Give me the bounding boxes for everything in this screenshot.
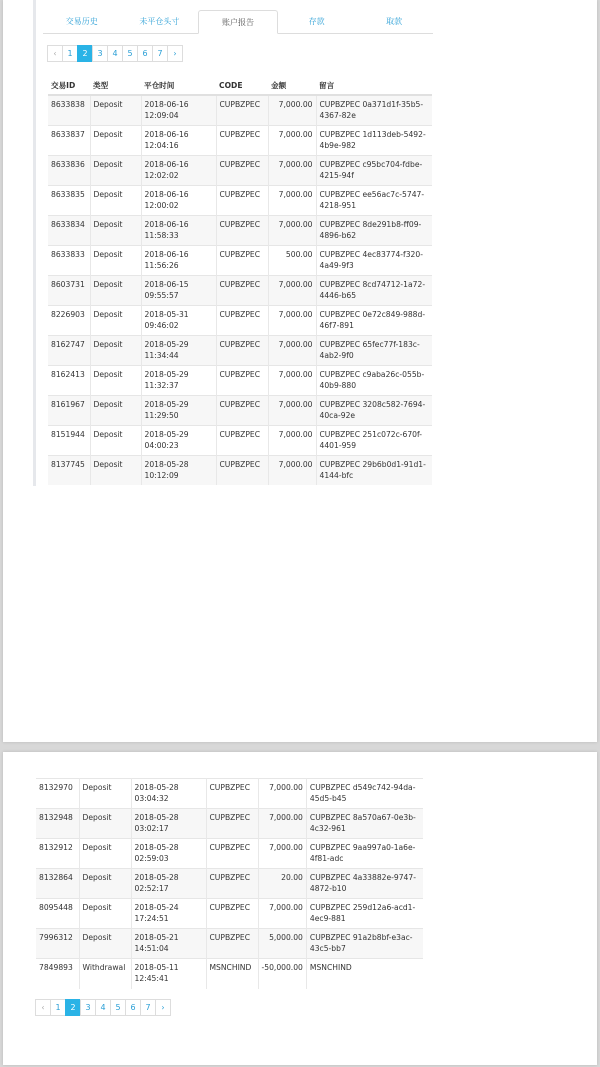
pagination-page-4[interactable]: 4 (107, 45, 123, 62)
table-header-row (48, 76, 432, 95)
cell-close-time: 2018-05-21 14:51:04 (131, 929, 206, 959)
cell-message: CUPBZPEC 3208c582-7694- 40ca-92e (316, 395, 432, 425)
cell-code: CUPBZPEC (216, 455, 268, 485)
cell-transaction-id: 8161967 (48, 395, 90, 425)
cell-close-time: 2018-05-29 11:34:44 (141, 335, 216, 365)
cell-type: Withdrawal (79, 959, 131, 989)
report-page-2 (3, 752, 597, 1065)
cell-code: CUPBZPEC (206, 929, 258, 959)
cell-close-time: 2018-05-29 11:32:37 (141, 365, 216, 395)
cell-message: CUPBZPEC 91a2b8bf-e3ac- 43c5-bb7 (306, 929, 423, 959)
table-row (36, 779, 423, 809)
cell-code: CUPBZPEC (206, 839, 258, 869)
cell-amount: 5,000.00 (258, 929, 306, 959)
cell-message: CUPBZPEC d549c742-94da- 45d5-b45 (306, 779, 423, 809)
tab-open-positions[interactable]: 未平仓头寸 (139, 17, 180, 26)
cell-amount: 500.00 (268, 245, 316, 275)
report-page-1 (3, 0, 597, 742)
pagination-page-5[interactable]: 5 (110, 999, 126, 1016)
cell-close-time: 2018-05-28 02:52:17 (131, 869, 206, 899)
pagination-page-3[interactable]: 3 (80, 999, 96, 1016)
cell-amount: 7,000.00 (268, 95, 316, 125)
header-message: 留言 (316, 76, 432, 95)
tab-account-report[interactable]: 账户报告 (198, 10, 278, 34)
cell-message: CUPBZPEC 4ec83774-f320- 4a49-9f3 (316, 245, 432, 275)
cell-close-time: 2018-05-28 10:12:09 (141, 455, 216, 485)
cell-close-time: 2018-06-16 11:56:26 (141, 245, 216, 275)
cell-type: Deposit (90, 95, 141, 125)
cell-type: Deposit (90, 245, 141, 275)
cell-message: CUPBZPEC 8cd74712-1a72- 4446-b65 (316, 275, 432, 305)
pagination-page-7[interactable]: 7 (140, 999, 156, 1016)
cell-message: CUPBZPEC 8de291b8-ff09- 4896-b62 (316, 215, 432, 245)
cell-type: Deposit (79, 809, 131, 839)
cell-code: CUPBZPEC (206, 869, 258, 899)
cell-transaction-id: 7849893 (36, 959, 79, 989)
table-row (36, 959, 423, 989)
table-row (48, 455, 432, 485)
cell-transaction-id: 8132970 (36, 779, 79, 809)
cell-close-time: 2018-05-28 03:04:32 (131, 779, 206, 809)
cell-type: Deposit (90, 365, 141, 395)
cell-amount: 7,000.00 (268, 335, 316, 365)
cell-type: Deposit (79, 899, 131, 929)
cell-transaction-id: 8633837 (48, 125, 90, 155)
table-row (48, 365, 432, 395)
cell-type: Deposit (90, 395, 141, 425)
cell-close-time: 2018-06-16 11:58:33 (141, 215, 216, 245)
table-row (48, 395, 432, 425)
cell-message: CUPBZPEC c95bc704-fdbe- 4215-94f (316, 155, 432, 185)
cell-transaction-id: 8132864 (36, 869, 79, 899)
cell-close-time: 2018-05-28 03:02:17 (131, 809, 206, 839)
table-row (48, 305, 432, 335)
pagination-page-4[interactable]: 4 (95, 999, 111, 1016)
cell-message: CUPBZPEC 4a33882e-9747- 4872-b10 (306, 869, 423, 899)
cell-message: CUPBZPEC c9aba26c-055b- 40b9-880 (316, 365, 432, 395)
table-row (36, 809, 423, 839)
cell-amount: 7,000.00 (258, 779, 306, 809)
cell-amount: 7,000.00 (268, 455, 316, 485)
pagination-top (48, 45, 183, 62)
cell-code: CUPBZPEC (206, 809, 258, 839)
cell-code: CUPBZPEC (216, 395, 268, 425)
cell-transaction-id: 8162413 (48, 365, 90, 395)
cell-amount: 7,000.00 (268, 215, 316, 245)
cell-type: Deposit (90, 305, 141, 335)
cell-type: Deposit (90, 335, 141, 365)
table-row (48, 245, 432, 275)
cell-amount: 7,000.00 (268, 425, 316, 455)
cell-close-time: 2018-06-16 12:04:16 (141, 125, 216, 155)
cell-transaction-id: 8151944 (48, 425, 90, 455)
header-amount: 金额 (268, 76, 316, 95)
cell-transaction-id: 8633836 (48, 155, 90, 185)
cell-close-time: 2018-05-11 12:45:41 (131, 959, 206, 989)
cell-code: CUPBZPEC (216, 125, 268, 155)
cell-amount: 7,000.00 (268, 395, 316, 425)
cell-transaction-id: 8633835 (48, 185, 90, 215)
cell-type: Deposit (90, 425, 141, 455)
cell-amount: 7,000.00 (268, 275, 316, 305)
cell-type: Deposit (90, 155, 141, 185)
cell-transaction-id: 8603731 (48, 275, 90, 305)
table-row (36, 839, 423, 869)
cell-message: CUPBZPEC 1d113deb-5492- 4b9e-982 (316, 125, 432, 155)
table-row (48, 215, 432, 245)
cell-message: CUPBZPEC 259d12a6-acd1- 4ec9-881 (306, 899, 423, 929)
cell-amount: -50,000.00 (258, 959, 306, 989)
cell-message: CUPBZPEC 0e72c849-988d- 46f7-891 (316, 305, 432, 335)
table-row (48, 95, 432, 125)
cell-amount: 7,000.00 (268, 125, 316, 155)
cell-message: CUPBZPEC 9aa997a0-1a6e- 4f81-adc (306, 839, 423, 869)
table-row (48, 275, 432, 305)
cell-type: Deposit (79, 869, 131, 899)
cell-transaction-id: 8132948 (36, 809, 79, 839)
pagination-page-2[interactable]: 2 (77, 45, 93, 62)
pagination-page-2[interactable]: 2 (65, 999, 81, 1016)
cell-close-time: 2018-06-16 12:02:02 (141, 155, 216, 185)
pagination-prev-button[interactable]: ‹ (35, 999, 51, 1016)
cell-type: Deposit (79, 839, 131, 869)
header-close-time: 平仓时间 (141, 76, 216, 95)
cell-code: CUPBZPEC (206, 899, 258, 929)
header-type: 类型 (90, 76, 141, 95)
cell-amount: 7,000.00 (258, 809, 306, 839)
table-row (48, 125, 432, 155)
table-row (36, 899, 423, 929)
table-row (48, 335, 432, 365)
table-row (36, 929, 423, 959)
cell-type: Deposit (90, 185, 141, 215)
cell-close-time: 2018-05-24 17:24:51 (131, 899, 206, 929)
pagination-page-6[interactable]: 6 (137, 45, 153, 62)
cell-message: CUPBZPEC 8a570a67-0e3b- 4c32-961 (306, 809, 423, 839)
cell-close-time: 2018-06-15 09:55:57 (141, 275, 216, 305)
cell-transaction-id: 7996312 (36, 929, 79, 959)
cell-amount: 7,000.00 (268, 155, 316, 185)
cell-type: Deposit (90, 215, 141, 245)
cell-amount: 20.00 (258, 869, 306, 899)
cell-amount: 7,000.00 (268, 305, 316, 335)
cell-transaction-id: 8633838 (48, 95, 90, 125)
cell-amount: 7,000.00 (268, 185, 316, 215)
cell-message: CUPBZPEC ee56ac7c-5747- 4218-951 (316, 185, 432, 215)
cell-transaction-id: 8162747 (48, 335, 90, 365)
pagination-next-button[interactable]: › (155, 999, 171, 1016)
cell-transaction-id: 8095448 (36, 899, 79, 929)
cell-close-time: 2018-05-31 09:46:02 (141, 305, 216, 335)
cell-type: Deposit (79, 929, 131, 959)
pagination-page-6[interactable]: 6 (125, 999, 141, 1016)
cell-code: CUPBZPEC (216, 275, 268, 305)
pagination-page-5[interactable]: 5 (122, 45, 138, 62)
cell-code: CUPBZPEC (216, 335, 268, 365)
cell-amount: 7,000.00 (268, 365, 316, 395)
cell-type: Deposit (90, 275, 141, 305)
cell-type: Deposit (79, 779, 131, 809)
cell-code: CUPBZPEC (216, 365, 268, 395)
cell-message: CUPBZPEC 251c072c-670f- 4401-959 (316, 425, 432, 455)
cell-code: CUPBZPEC (216, 155, 268, 185)
cell-code: CUPBZPEC (216, 245, 268, 275)
cell-close-time: 2018-06-16 12:00:02 (141, 185, 216, 215)
pagination-bottom (36, 999, 171, 1016)
cell-transaction-id: 8132912 (36, 839, 79, 869)
cell-code: CUPBZPEC (216, 215, 268, 245)
cell-code: CUPBZPEC (216, 185, 268, 215)
pagination-page-1[interactable]: 1 (50, 999, 66, 1016)
tab-deposit[interactable]: 存款 (308, 17, 325, 26)
table-row (36, 869, 423, 899)
pagination-next-button[interactable]: › (167, 45, 183, 62)
cell-transaction-id: 8226903 (48, 305, 90, 335)
pagination-prev-button[interactable]: ‹ (47, 45, 63, 62)
pagination-page-1[interactable]: 1 (62, 45, 78, 62)
tab-trade-history[interactable]: 交易历史 (65, 17, 98, 26)
cell-transaction-id: 8633833 (48, 245, 90, 275)
transactions-table (48, 76, 432, 485)
left-border-bar (33, 0, 36, 486)
cell-transaction-id: 8137745 (48, 455, 90, 485)
cell-message: CUPBZPEC 65fec77f-183c- 4ab2-9f0 (316, 335, 432, 365)
cell-code: CUPBZPEC (206, 779, 258, 809)
cell-close-time: 2018-05-29 04:00:23 (141, 425, 216, 455)
cell-close-time: 2018-06-16 12:09:04 (141, 95, 216, 125)
cell-close-time: 2018-05-28 02:59:03 (131, 839, 206, 869)
cell-type: Deposit (90, 455, 141, 485)
table-row (48, 185, 432, 215)
tab-withdraw[interactable]: 取款 (386, 17, 403, 26)
cell-code: MSNCHIND (206, 959, 258, 989)
pagination-page-7[interactable]: 7 (152, 45, 168, 62)
table-row (48, 425, 432, 455)
header-code: CODE (216, 76, 268, 95)
cell-code: CUPBZPEC (216, 95, 268, 125)
cell-message: MSNCHIND (306, 959, 423, 989)
cell-amount: 7,000.00 (258, 839, 306, 869)
cell-message: CUPBZPEC 0a371d1f-35b5- 4367-82e (316, 95, 432, 125)
cell-amount: 7,000.00 (258, 899, 306, 929)
table-row (48, 155, 432, 185)
transactions-table-continued (36, 778, 423, 989)
header-transaction-id: 交易ID (48, 76, 90, 95)
cell-transaction-id: 8633834 (48, 215, 90, 245)
cell-message: CUPBZPEC 29b6b0d1-91d1- 4144-bfc (316, 455, 432, 485)
cell-close-time: 2018-05-29 11:29:50 (141, 395, 216, 425)
tab-bar (43, 10, 433, 34)
cell-code: CUPBZPEC (216, 425, 268, 455)
cell-type: Deposit (90, 125, 141, 155)
cell-code: CUPBZPEC (216, 305, 268, 335)
pagination-page-3[interactable]: 3 (92, 45, 108, 62)
